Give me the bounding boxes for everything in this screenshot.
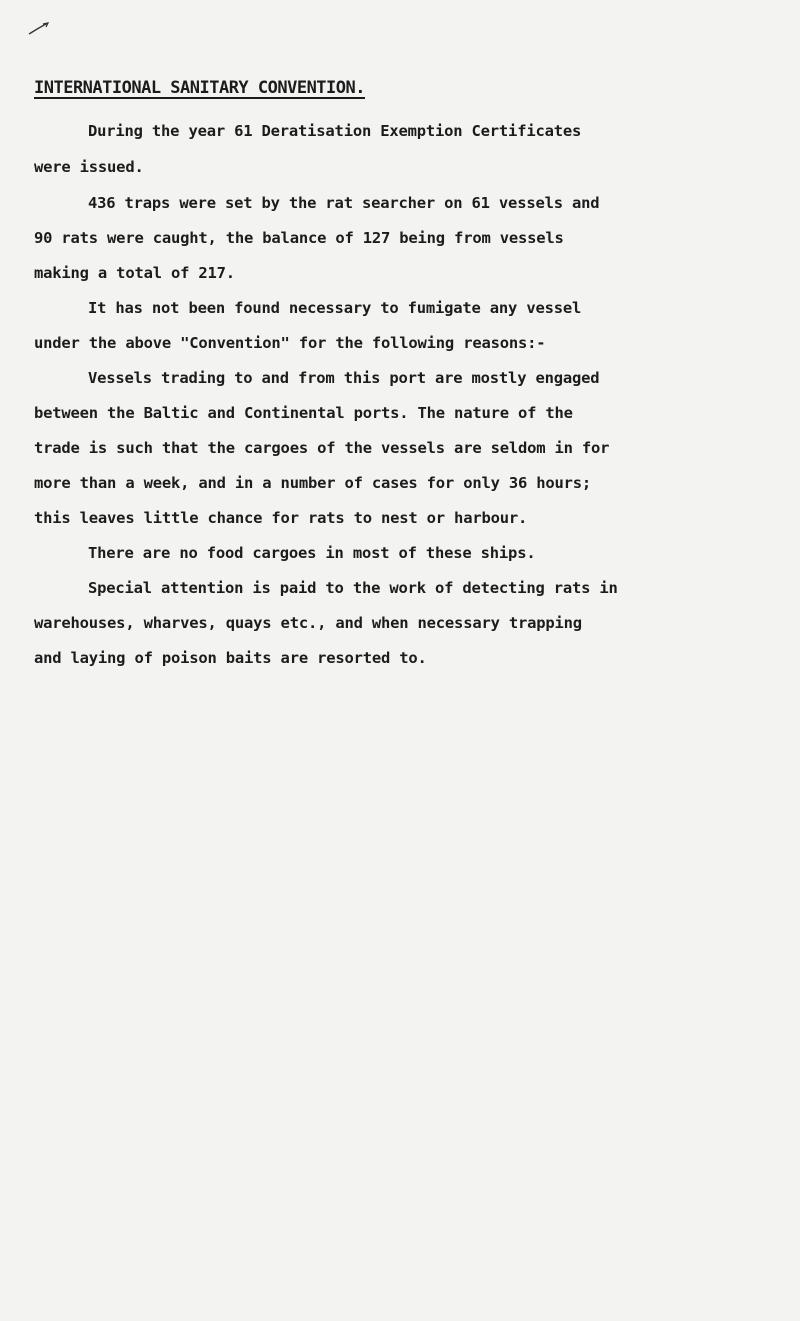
text-line: It has not been found necessary to fumigate any vessel xyxy=(88,299,582,317)
text-line: between the Baltic and Continental ports. The nature of the xyxy=(34,404,573,422)
text-line: 436 traps were set by the rat searcher on 61 vessels and xyxy=(88,194,600,212)
text-line: There are no food cargoes in most of these ships. xyxy=(88,544,536,562)
text-line: Vessels trading to and from this port are mostly engaged xyxy=(88,369,600,387)
text-line: under the above "Convention" for the following reasons:- xyxy=(34,334,546,352)
text-line: Special attention is paid to the work of detecting rats in xyxy=(88,579,618,597)
text-line: making a total of 217. xyxy=(34,264,235,282)
text-line: trade is such that the cargoes of the vessels are seldom in for xyxy=(34,439,610,457)
text-line: were issued. xyxy=(34,158,144,176)
text-line: During the year 61 Deratisation Exemption Certificates xyxy=(88,122,582,140)
text-line: warehouses, wharves, quays etc., and when necessary trapping xyxy=(34,614,582,632)
text-line: and laying of poison baits are resorted to. xyxy=(34,649,427,667)
text-line: 90 rats were caught, the balance of 127 being from vessels xyxy=(34,229,564,247)
text-line: this leaves little chance for rats to nest or harbour. xyxy=(34,509,528,527)
text-line: more than a week, and in a number of cases for only 36 hours; xyxy=(34,474,592,492)
document-heading: INTERNATIONAL SANITARY CONVENTION. xyxy=(34,78,365,98)
pen-mark-icon xyxy=(28,22,50,36)
